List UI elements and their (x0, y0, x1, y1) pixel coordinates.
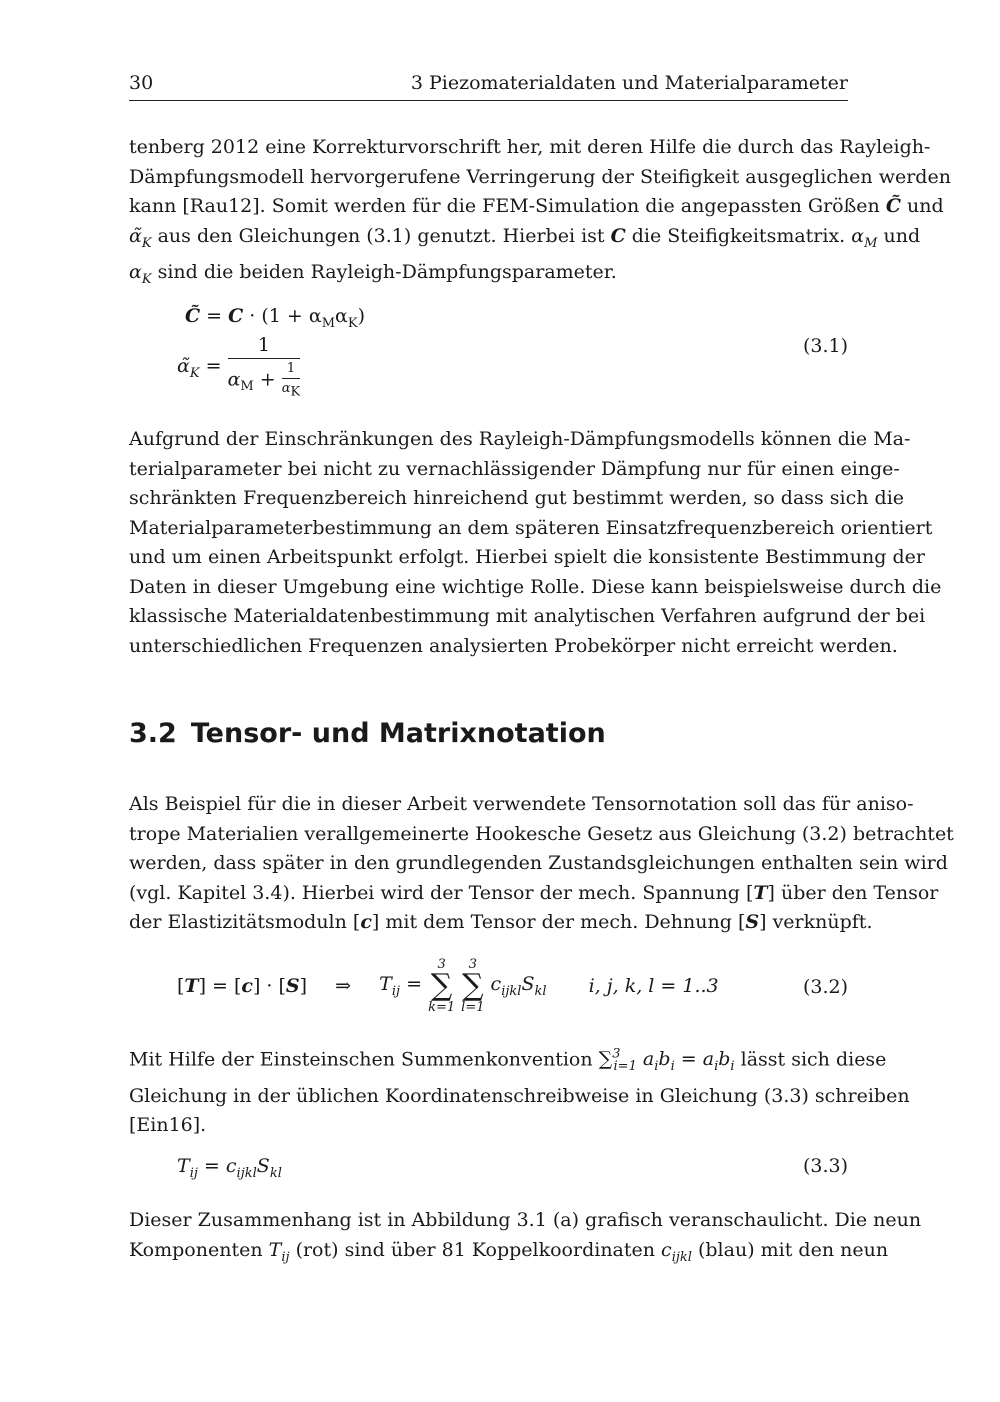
text-line: $\alphã_K$ aus den Gleichungen (3.1) genutzt. Hierbei ist C die Steifigkeitsmatrix. $\alpha_M$ und (129, 224, 921, 251)
chapter-title: 3 Piezomaterialdaten und Materialparameter (410, 72, 848, 94)
text-line: Komponenten $T_{ij}$ (rot) sind über 81 Koppelkoordinaten $c_{ijkl}$ (blau) mit den neun (129, 1238, 889, 1265)
text-line: Daten in dieser Umgebung eine wichtige Rolle. Diese kann beispielsweise durch die (129, 575, 942, 598)
text-line: Mit Hilfe der Einsteinschen Summenkonvention ∑$^3_{i=1}$ $a_ib_i = a_ib_i$ lässt sich diese (129, 1047, 887, 1075)
paragraph-rayleigh (129, 425, 942, 661)
text-line: kann [Rau12]. Somit werden für die FEM-Simulation die angepassten Größen C̃ und (129, 195, 944, 217)
section-heading (129, 718, 606, 749)
sum-operator: 3 ∑ l=1 (461, 957, 485, 1015)
fraction: 1 $\alpha_M$ + $\frac{1}{\alpha_K}$ (227, 334, 301, 400)
text-line: trope Materialien verallgemeinerte Hookesche Gesetz aus Gleichung (3.2) betrachtet (129, 822, 954, 845)
text-line: Gleichung in der üblichen Koordinatenschreibweise in Gleichung (3.3) schreiben (129, 1084, 910, 1107)
section-number: 3.2 (129, 718, 177, 749)
text-line: Als Beispiel für die in dieser Arbeit verwendete Tensornotation soll das für aniso- (129, 793, 914, 815)
text-line: Dämpfungsmodell hervorgerufene Verringerung der Steifigkeit ausgeglichen werden (129, 165, 951, 188)
text-line: unterschiedlichen Frequenzen analysierten Probekörper nicht erreicht werden. (129, 634, 898, 657)
equation-3-1-line2: $\alphã_K$ = 1 $\alpha_M$ + $\frac{1}{\alpha_K}$ (177, 334, 301, 400)
sum-operator: 3 ∑ k=1 (428, 957, 456, 1015)
text-line: tenberg 2012 eine Korrekturvorschrift her, mit deren Hilfe die durch das Rayleigh- (129, 136, 931, 158)
text-line: [Ein16]. (129, 1114, 207, 1137)
paragraph-illustration (129, 1206, 922, 1272)
running-header (129, 72, 848, 101)
text-line: werden, dass später in den grundlegenden Zustandsgleichungen enthalten sein wird (129, 852, 948, 874)
equation-number: (3.1) (802, 335, 848, 357)
paragraph-intro (129, 133, 951, 294)
text-line: Dieser Zusammenhang ist in Abbildung 3.1 (a) grafisch veranschaulicht. Die neun (129, 1209, 922, 1231)
text-line: klassische Materialdatenbestimmung mit analytischen Verfahren aufgrund der bei (129, 605, 926, 627)
text-line: schränkten Frequenzbereich hinreichend gut bestimmt werden, so dass sich die (129, 487, 905, 509)
text-line: und um einen Arbeitspunkt erfolgt. Hierbei spielt die konsistente Bestimmung der (129, 546, 925, 568)
section-title: Tensor- und Matrixnotation (190, 718, 606, 749)
text-line: Aufgrund der Einschränkungen des Rayleigh-Dämpfungsmodells können die Ma- (129, 428, 911, 450)
paragraph-einstein (129, 1040, 910, 1141)
page-number: 30 (129, 72, 154, 94)
text-line: Materialparameterbestimmung an dem späteren Einsatzfrequenzbereich orientiert (129, 516, 933, 539)
paragraph-tensor (129, 790, 954, 938)
text-line: terialparameter bei nicht zu vernachlässigender Dämpfung nur für einen einge- (129, 457, 900, 480)
equation-3-2: [T] = [c] · [S] ⇒ $T_{ij}$ = 3 ∑ k=1 3 ∑ l=1 $c_{ijkl}S_{kl}$ i, j, k, l = 1..3 (177, 957, 719, 1015)
equation-3-1-line1: C̃ = $C \cdot (1 + \alpha_M\alpha_K)$ (185, 305, 366, 331)
text-line: (vgl. Kapitel 3.4). Hierbei wird der Tensor der mech. Spannung [T] über den Tensor (129, 881, 939, 904)
text-line: $\alpha_K$ sind die beiden Rayleigh-Dämpfungsparameter. (129, 260, 617, 287)
equation-number: (3.2) (802, 976, 848, 998)
equation-number: (3.3) (802, 1155, 848, 1177)
equation-3-3: $T_{ij} = c_{ijkl}S_{kl}$ (177, 1155, 282, 1181)
text-line: der Elastizitätsmoduln [c] mit dem Tensor der mech. Dehnung [S] verknüpft. (129, 911, 873, 933)
